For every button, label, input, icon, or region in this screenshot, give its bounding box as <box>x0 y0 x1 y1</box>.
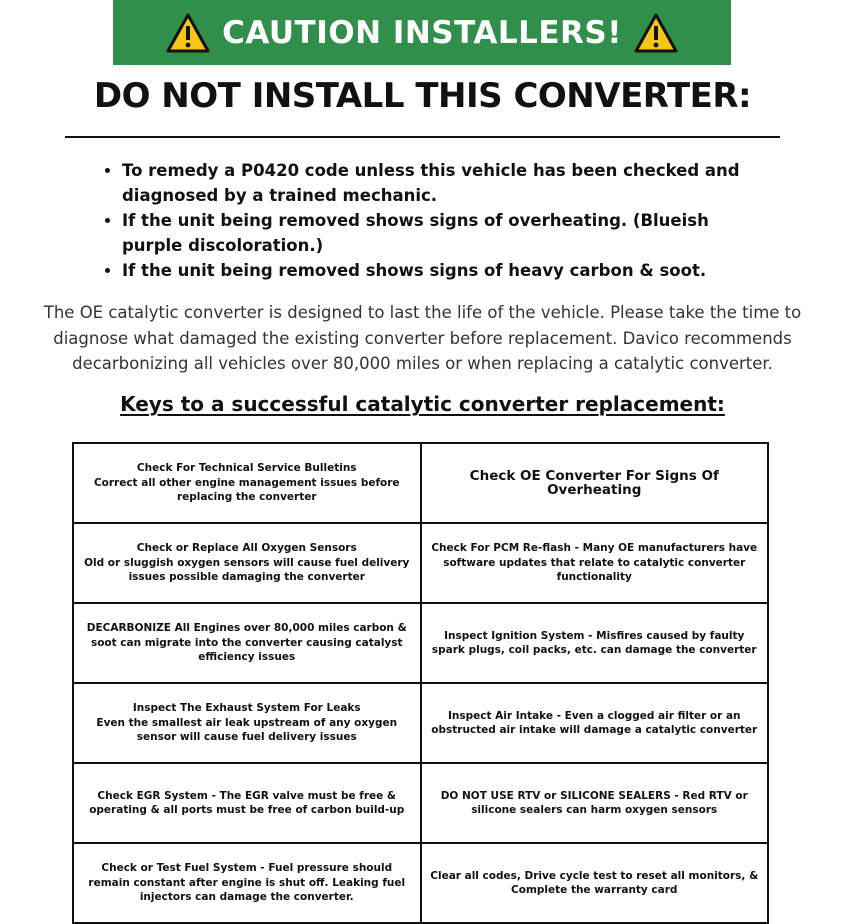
cell-text: Check For Technical Service Bulletins <box>136 462 357 475</box>
divider <box>65 136 780 138</box>
cell-text: Check or Test Fuel System - Fuel pressure should remain constant after engine is shut off. Leaking fuel injectors can damage the converter. <box>88 862 406 904</box>
cell-text: Inspect Air Intake - Even a clogged air filter or an obstructed air intake will damage a catalytic converter <box>431 709 758 736</box>
cell-text: Even the smallest air leak upstream of any oxygen sensor will cause fuel delivery issues <box>96 716 398 744</box>
table-cell <box>421 523 769 603</box>
cell-text: Check OE Converter For Signs Of Overheating <box>469 467 719 498</box>
table-row <box>73 603 768 683</box>
cell-text: DECARBONIZE All Engines over 80,000 miles carbon & soot can migrate into the converter causing catalyst efficiency issues <box>86 622 407 664</box>
list-item: • To remedy a P0420 code unless this vehicle has been checked and diagnosed by a trained mechanic. <box>122 158 762 208</box>
caution-banner <box>113 0 731 65</box>
table-cell <box>421 603 769 683</box>
info-paragraph: The OE catalytic converter is designed to last the life of the vehicle. Please take the time to diagnose what damaged the existing converter before replacement. Davico recommends decarbonizing all vehicles over 80,000 miles or when replacing a catalytic converter. <box>43 303 802 373</box>
warning-list <box>100 158 762 283</box>
table-cell <box>421 763 769 843</box>
keys-table <box>72 442 769 924</box>
cell-text: Check For PCM Re-flash - Many OE manufacturers have software updates that relate to catalytic converter functionality <box>431 542 758 584</box>
table-cell <box>73 763 421 843</box>
table-row <box>73 683 768 763</box>
table-row <box>73 843 768 923</box>
cell-text: Check EGR System - The EGR valve must be free & operating & all ports must be free of carbon build-up <box>89 789 405 816</box>
cell-text: Old or sluggish oxygen sensors will cause fuel delivery issues possible damaging the converter <box>84 556 410 584</box>
cell-text: DO NOT USE RTV or SILICONE SEALERS - Red RTV or silicone sealers can harm oxygen sensors <box>440 789 748 816</box>
table-cell <box>73 683 421 763</box>
warning-triangle-icon <box>166 13 210 53</box>
table-row <box>73 443 768 523</box>
table-cell <box>73 843 421 923</box>
cell-text: Clear all codes, Drive cycle test to reset all monitors, & Complete the warranty card <box>430 869 759 896</box>
table-cell <box>73 603 421 683</box>
list-item: • If the unit being removed shows signs of heavy carbon & soot. <box>122 258 762 283</box>
cell-text: Correct all other engine management issues before replacing the converter <box>93 476 400 504</box>
table-cell <box>73 443 421 523</box>
cell-text: Check or Replace All Oxygen Sensors <box>136 542 357 555</box>
table-cell <box>421 683 769 763</box>
table-row <box>73 763 768 843</box>
section-subheading: Keys to a successful catalytic converter replacement: <box>120 392 725 416</box>
page-heading: DO NOT INSTALL THIS CONVERTER: <box>93 76 752 116</box>
table-row <box>73 523 768 603</box>
table-cell <box>421 443 769 523</box>
banner-title: CAUTION INSTALLERS! <box>222 14 622 51</box>
table-cell <box>421 843 769 923</box>
cell-text: Inspect Ignition System - Misfires caused by faulty spark plugs, coil packs, etc. can damage the converter <box>431 629 757 656</box>
table-cell <box>73 523 421 603</box>
list-item: • If the unit being removed shows signs of overheating. (Blueish purple discoloration.) <box>122 208 762 258</box>
warning-triangle-icon <box>634 13 678 53</box>
cell-text: Inspect The Exhaust System For Leaks <box>132 702 361 715</box>
